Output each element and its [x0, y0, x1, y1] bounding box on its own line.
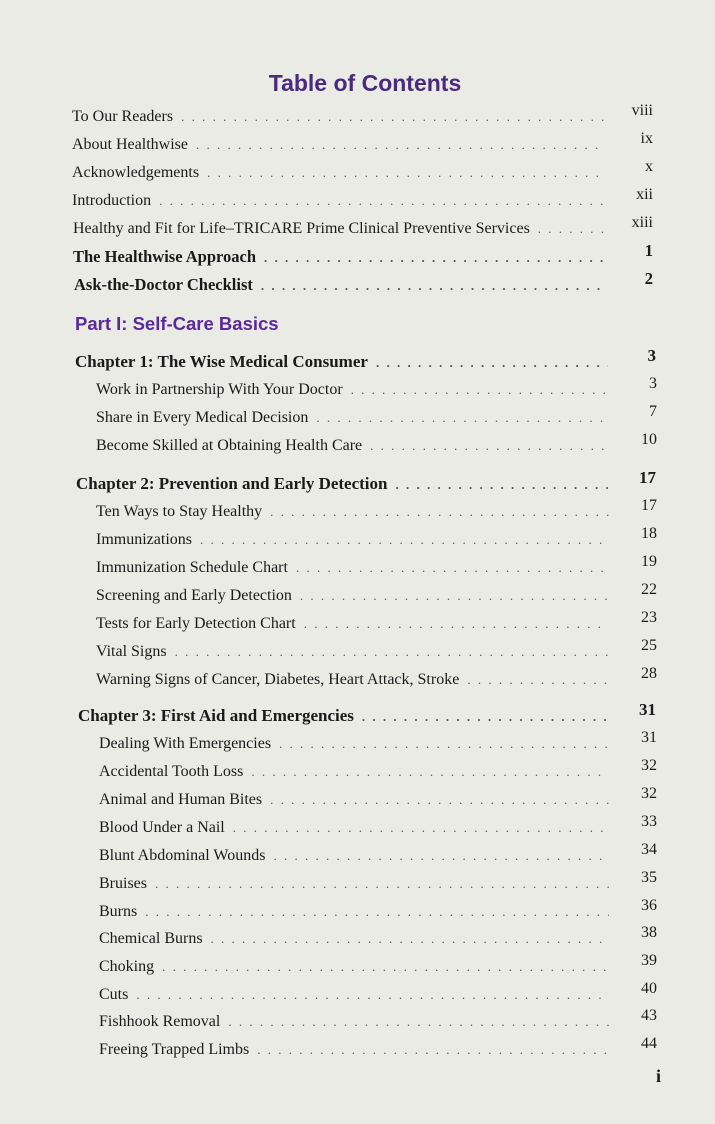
dot-leader [162, 959, 609, 975]
toc-entry-label: Burns [99, 903, 138, 920]
dot-leader [155, 876, 609, 892]
chapter-heading [78, 700, 656, 730]
front-matter-entry-page-number: xii [636, 186, 653, 203]
dot-leader [370, 438, 609, 454]
toc-entry [99, 785, 657, 815]
part-heading: Part I: Self-Care Basics [75, 313, 279, 334]
dot-leader [145, 904, 609, 920]
toc-entry-label: Share in Every Medical Decision [96, 409, 309, 426]
toc-entry [99, 757, 657, 787]
toc-entry-page-number: 44 [641, 1035, 657, 1052]
front-matter-entry [73, 214, 653, 244]
toc-entry-page-number: 32 [641, 785, 657, 802]
front-matter-entry-page-number: viii [631, 102, 653, 119]
dot-leader [264, 250, 605, 266]
toc-entry [99, 729, 657, 759]
front-matter-entry-label: About Healthwise [72, 136, 188, 153]
dot-leader [273, 848, 609, 864]
dot-leader [538, 221, 605, 237]
dot-leader [270, 792, 609, 808]
toc-entry [96, 431, 657, 461]
toc-entry [99, 980, 657, 1010]
front-matter-entry-page-number: x [645, 158, 653, 175]
dot-leader [251, 764, 609, 780]
front-matter-entry-label: Acknowledgements [72, 164, 200, 181]
dot-leader [467, 672, 609, 688]
toc-entry-label: Work in Partnership With Your Doctor [96, 381, 343, 398]
toc-entry-page-number: 10 [641, 431, 657, 448]
dot-leader [233, 820, 609, 836]
toc-entry-page-number: 39 [641, 952, 657, 969]
dot-leader [300, 588, 609, 604]
toc-entry-page-number: 40 [641, 980, 657, 997]
front-matter-entry-page-number: 1 [644, 241, 653, 260]
toc-entry-label: Vital Signs [96, 643, 167, 660]
toc-entry-label: Accidental Tooth Loss [99, 763, 244, 780]
toc-entry-label: Immunization Schedule Chart [96, 559, 288, 576]
chapter-heading [75, 346, 656, 376]
dot-leader [296, 560, 609, 576]
toc-entry [96, 525, 657, 555]
toc-entry [99, 1007, 657, 1037]
toc-entry-page-number: 23 [641, 609, 657, 626]
toc-entry [99, 813, 657, 843]
toc-entry [99, 952, 657, 982]
toc-entry [96, 497, 657, 527]
toc-entry [96, 665, 657, 695]
front-matter-entry-page-number: 2 [644, 269, 653, 288]
page-folio: i [656, 1066, 662, 1086]
front-matter-entry-label: Ask-the-Doctor Checklist [74, 275, 253, 294]
dot-leader [136, 987, 609, 1003]
toc-entry-label: Fishhook Removal [99, 1013, 221, 1030]
toc-entry-page-number: 31 [641, 729, 657, 746]
dot-leader [351, 382, 609, 398]
toc-entry-page-number: 25 [641, 637, 657, 654]
toc-entry-label: Bruises [99, 875, 147, 892]
toc-entry-page-number: 3 [649, 375, 657, 392]
chapter-heading-page-number: 31 [639, 700, 656, 719]
dot-leader [257, 1042, 609, 1058]
toc-entry-page-number: 36 [641, 897, 657, 914]
toc-entry [99, 841, 657, 871]
toc-entry-page-number: 7 [649, 403, 657, 420]
toc-entry-page-number: 33 [641, 813, 657, 830]
dot-leader [200, 532, 609, 548]
toc-entry-label: Dealing With Emergencies [99, 735, 272, 752]
toc-entry [96, 553, 657, 583]
toc-entry-page-number: 28 [641, 665, 657, 682]
front-matter-entry-page-number: xiii [631, 214, 653, 231]
front-matter-entry [72, 186, 653, 216]
page-title: Table of Contents [268, 70, 462, 96]
toc-entry-label: Become Skilled at Obtaining Health Care [96, 437, 363, 454]
dot-leader [196, 137, 605, 153]
toc-entry-page-number: 34 [641, 841, 657, 858]
front-matter-entry-label: To Our Readers [72, 108, 174, 125]
toc-entry [96, 609, 657, 639]
toc-entry-label: Tests for Early Detection Chart [96, 615, 296, 632]
front-matter-entry [73, 241, 653, 271]
front-matter-entry-page-number: ix [640, 130, 653, 147]
front-matter-entry-label: Healthy and Fit for Life–TRICARE Prime Clinical Preventive Services [73, 220, 530, 237]
dot-leader [181, 109, 605, 125]
toc-entry-label: Blood Under a Nail [99, 819, 225, 836]
toc-entry-label: Blunt Abdominal Wounds [99, 847, 266, 864]
toc-entry-page-number: 18 [641, 525, 657, 542]
dot-leader [159, 193, 605, 209]
chapter-heading [76, 468, 656, 498]
dot-leader [261, 278, 605, 294]
dot-leader [270, 504, 609, 520]
dot-leader [279, 736, 609, 752]
front-matter-entry-label: Introduction [72, 192, 152, 209]
chapter-heading-label: Chapter 2: Prevention and Early Detection [76, 474, 388, 493]
front-matter-entry [72, 102, 653, 132]
toc-entry-page-number: 43 [641, 1007, 657, 1024]
toc-entry [96, 581, 657, 611]
toc-entry-label: Ten Ways to Stay Healthy [96, 503, 263, 520]
dot-leader [207, 165, 605, 181]
chapter-heading-label: Chapter 3: First Aid and Emergencies [78, 706, 354, 725]
front-matter-entry [72, 130, 653, 160]
dot-leader [362, 709, 608, 725]
chapter-heading-label: Chapter 1: The Wise Medical Consumer [75, 352, 368, 371]
dot-leader [316, 410, 609, 426]
toc-entry-label: Chemical Burns [99, 930, 203, 947]
toc-entry-label: Choking [99, 958, 155, 975]
dot-leader [211, 931, 609, 947]
dot-leader [304, 616, 609, 632]
toc-entry-label: Immunizations [96, 531, 192, 548]
toc-entry-label: Animal and Human Bites [99, 791, 263, 808]
front-matter-entry [72, 158, 653, 188]
toc-entry-page-number: 32 [641, 757, 657, 774]
dot-leader [175, 644, 609, 660]
toc-entry-page-number: 22 [641, 581, 657, 598]
toc-entry-page-number: 35 [641, 869, 657, 886]
toc-entry [99, 1035, 657, 1065]
toc-entry [96, 637, 657, 667]
chapter-heading-page-number: 17 [639, 468, 656, 487]
toc-entry-page-number: 19 [641, 553, 657, 570]
toc-entry [99, 924, 657, 954]
toc-entry-label: Freeing Trapped Limbs [99, 1041, 250, 1058]
toc-entry-label: Warning Signs of Cancer, Diabetes, Heart Attack, Stroke [96, 671, 460, 688]
chapter-heading-page-number: 3 [647, 346, 656, 365]
toc-entry-page-number: 17 [641, 497, 657, 514]
toc-entry [96, 375, 657, 405]
dot-leader [228, 1014, 609, 1030]
toc-entry [96, 403, 657, 433]
dot-leader [376, 355, 608, 371]
toc-entry-label: Screening and Early Detection [96, 587, 292, 604]
toc-entry-label: Cuts [99, 986, 129, 1003]
toc-entry [99, 869, 657, 899]
front-matter-entry-label: The Healthwise Approach [73, 247, 257, 266]
dot-leader [395, 477, 608, 493]
toc-entry [99, 897, 657, 927]
front-matter-entry [74, 269, 653, 299]
toc-entry-page-number: 38 [641, 924, 657, 941]
